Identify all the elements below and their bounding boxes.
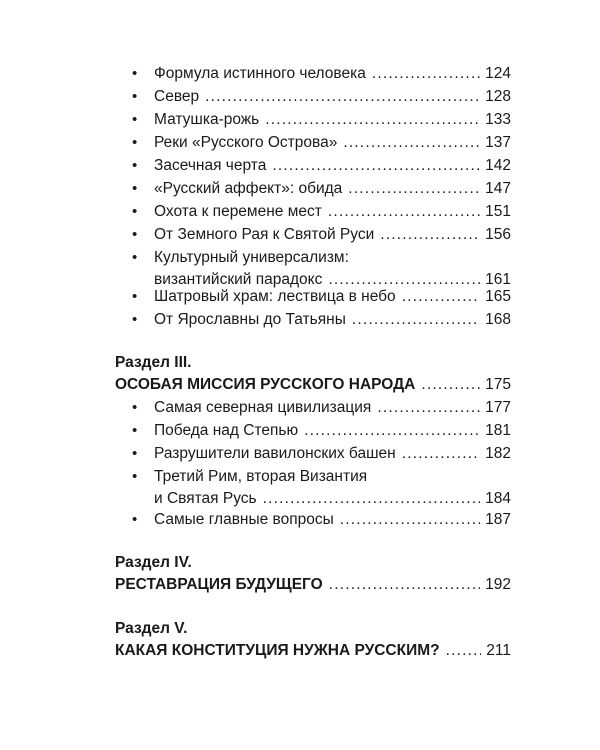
- toc-entry: [132, 155, 511, 177]
- toc-entry: [132, 509, 511, 531]
- bullet: •: [132, 249, 138, 266]
- page-number: 156: [485, 226, 511, 243]
- dot-leader: [343, 132, 480, 154]
- dot-leader: [329, 574, 480, 596]
- page-number: 211: [486, 642, 511, 659]
- entry-title: Самая северная цивилизация: [154, 399, 372, 416]
- bullet: •: [132, 422, 138, 439]
- bullet: •: [132, 88, 138, 105]
- entry-title-line1: Культурный универсализм:: [154, 249, 349, 266]
- page-number: 182: [485, 445, 511, 462]
- dot-leader: [446, 640, 482, 662]
- entry-title: и Святая Русь: [154, 490, 257, 507]
- bullet: •: [132, 180, 138, 197]
- bullet: •: [132, 468, 138, 485]
- page-number: 181: [485, 422, 511, 439]
- page-number: 177: [485, 399, 511, 416]
- toc-entry: [132, 443, 511, 465]
- entry-title: «Русский аффект»: обида: [154, 180, 343, 197]
- section-4-heading: [115, 552, 511, 596]
- dot-leader: [265, 109, 480, 131]
- toc-entry: [132, 420, 511, 442]
- dot-leader: [402, 443, 480, 465]
- dot-leader: [263, 488, 481, 510]
- section-3-heading: [115, 352, 511, 396]
- page-number: 133: [485, 111, 511, 128]
- entry-title: Шатровый храм: лествица в небо: [154, 288, 396, 305]
- dot-leader: [402, 286, 480, 308]
- dot-leader: [272, 155, 480, 177]
- toc-entry: [132, 286, 511, 308]
- dot-leader: [421, 374, 480, 396]
- page-number: 192: [485, 576, 511, 593]
- bullet: •: [132, 226, 138, 243]
- bullet: •: [132, 134, 138, 151]
- entry-title: От Земного Рая к Святой Руси: [154, 226, 375, 243]
- entry-title: Победа над Степью: [154, 422, 299, 439]
- bullet: •: [132, 399, 138, 416]
- page-number: 137: [485, 134, 511, 151]
- entry-title: Охота к перемене мест: [154, 203, 322, 220]
- entry-title: Самые главные вопросы: [154, 511, 334, 528]
- section-title: ОСОБАЯ МИССИЯ РУССКОГО НАРОДА: [115, 376, 416, 393]
- entry-title: византийский парадокс: [154, 271, 323, 288]
- page-number: 128: [485, 88, 511, 105]
- page-number: 165: [485, 288, 511, 305]
- page-number: 187: [485, 511, 511, 528]
- toc-entry: [132, 247, 511, 291]
- toc-entry: [132, 63, 511, 85]
- bullet: •: [132, 511, 138, 528]
- dot-leader: [380, 224, 480, 246]
- page-number: 147: [485, 180, 511, 197]
- section-title: КАКАЯ КОНСТИТУЦИЯ НУЖНА РУССКИМ?: [115, 642, 440, 659]
- toc-entry: [132, 132, 511, 154]
- dot-leader: [328, 201, 480, 223]
- bullet: •: [132, 311, 138, 328]
- bullet: •: [132, 445, 138, 462]
- dot-leader: [304, 420, 480, 442]
- toc-entry: [132, 224, 511, 246]
- page-number: 161: [485, 271, 511, 288]
- page-number: 151: [485, 203, 511, 220]
- bullet: •: [132, 288, 138, 305]
- entry-title: Матушка-рожь: [154, 111, 260, 128]
- toc-entry: [132, 309, 511, 331]
- dot-leader: [377, 397, 480, 419]
- toc-entry: [132, 466, 511, 510]
- page-number: 184: [485, 490, 511, 507]
- bullet: •: [132, 157, 138, 174]
- page-number: 124: [485, 65, 511, 82]
- toc-entry: [132, 109, 511, 131]
- dot-leader: [372, 63, 480, 85]
- dot-leader: [352, 309, 480, 331]
- toc-entry: [132, 201, 511, 223]
- entry-title: Разрушители вавилонских башен: [154, 445, 396, 462]
- entry-title-line1: Третий Рим, вторая Византия: [154, 468, 368, 485]
- section-5-heading: [115, 618, 511, 662]
- entry-title: От Ярославны до Татьяны: [154, 311, 346, 328]
- entry-title: Засечная черта: [154, 157, 267, 174]
- section-label: Раздел V.: [115, 620, 188, 637]
- entry-title: Реки «Русского Острова»: [154, 134, 338, 151]
- page-number: 168: [485, 311, 511, 328]
- dot-leader: [205, 86, 480, 108]
- section-label: Раздел III.: [115, 354, 192, 371]
- bullet: •: [132, 65, 138, 82]
- toc-entry: [132, 397, 511, 419]
- section-label: Раздел IV.: [115, 554, 192, 571]
- bullet: •: [132, 203, 138, 220]
- dot-leader: [348, 178, 480, 200]
- dot-leader: [340, 509, 480, 531]
- toc-entry: [132, 178, 511, 200]
- page-number: 175: [485, 376, 511, 393]
- entry-title: Север: [154, 88, 200, 105]
- section-title: РЕСТАВРАЦИЯ БУДУЩЕГО: [115, 576, 323, 593]
- entry-title: Формула истинного человека: [154, 65, 366, 82]
- page-number: 142: [485, 157, 511, 174]
- toc-entry: [132, 86, 511, 108]
- bullet: •: [132, 111, 138, 128]
